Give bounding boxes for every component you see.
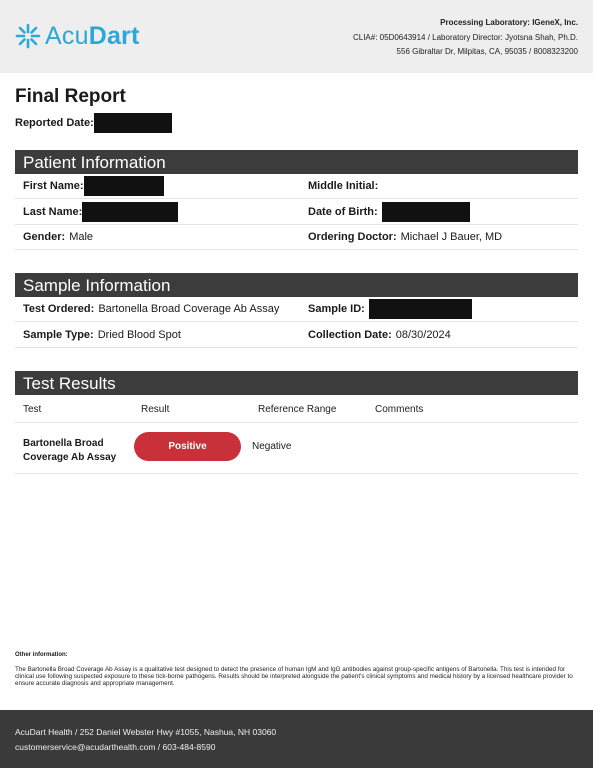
- middle-initial-label: Middle Initial:: [308, 180, 379, 192]
- patient-row-1: [15, 174, 578, 199]
- column-header-reference-range: Reference Range: [258, 404, 337, 415]
- ordering-doctor-label: Ordering Doctor:: [308, 231, 397, 243]
- dob-field: [300, 199, 470, 224]
- redaction-block: [369, 299, 472, 319]
- other-info-title: Other information:: [15, 652, 68, 658]
- dob-label: Date of Birth:: [308, 205, 378, 218]
- test-ordered-label: Test Ordered:: [23, 303, 95, 315]
- collection-date-label: Collection Date:: [308, 328, 392, 341]
- report-title: Final Report: [15, 86, 126, 107]
- patient-row-3: [15, 225, 578, 250]
- ordering-doctor-value: Michael J Bauer, MD: [400, 231, 503, 243]
- sample-id-label: Sample ID:: [308, 303, 365, 315]
- sample-type-field: [15, 322, 181, 347]
- sample-type-value: Dried Blood Spot: [97, 328, 181, 341]
- test-name: Bartonella Broad Coverage Ab Assay: [23, 438, 117, 463]
- acudart-logo: [15, 22, 140, 50]
- sample-type-label: Sample Type:: [23, 328, 94, 341]
- lab-info: [353, 16, 578, 60]
- sample-row-1: [15, 297, 578, 322]
- other-info-body: The Bartonella Broad Coverage Ab Assay is a qualitative test designed to detect the presence of human IgM and IgG antibodies against group-specific antigens of Bartonella. This test is intended for clinical use following suspected exposure to these tick-borne pathogens. Results should be interpreted alongside the patient's clinical symptoms and medical history by a licensed healthcare provider to ensure accurate diagnosis and appropriate management.: [15, 666, 573, 687]
- redaction-block: [382, 202, 470, 222]
- patient-info-header: Patient Information: [15, 150, 578, 174]
- test-ordered-value: Bartonella Broad Coverage Ab Assay: [98, 303, 280, 315]
- gender-value: Male: [69, 231, 94, 243]
- column-header-result: Result: [141, 404, 170, 415]
- patient-row-2: [15, 199, 578, 225]
- column-header-comments: Comments: [375, 404, 424, 415]
- test-ordered-field: [15, 297, 279, 321]
- column-header-test: Test: [23, 404, 42, 415]
- redaction-block: [84, 176, 164, 196]
- lab-address: 556 Gibraltar Dr, Milpitas, CA, 95035 / 8008323200: [396, 47, 578, 56]
- sample-row-2: [15, 322, 578, 348]
- footer-contact: customerservice@acudarthealth.com / 603-484-8590: [15, 742, 216, 752]
- first-name-label: First Name:: [23, 180, 84, 192]
- logo-wordmark: AcuDart: [45, 22, 140, 50]
- lab-name: Processing Laboratory: IGeneX, Inc.: [440, 18, 578, 27]
- redaction-block: [94, 113, 172, 133]
- reported-date: [15, 113, 172, 133]
- reference-range-value: Negative: [252, 441, 292, 452]
- gender-field: [15, 225, 93, 249]
- test-results-header: Test Results: [15, 371, 578, 395]
- reported-date-label: Reported Date:: [15, 117, 94, 129]
- sample-id-field: [300, 297, 472, 321]
- last-name-field: [15, 199, 178, 224]
- report-header: [0, 0, 593, 73]
- clia-line: CLIA#: 05D0643914 / Laboratory Director: Jyotsna Shah, Ph.D.: [352, 32, 578, 42]
- last-name-label: Last Name:: [23, 205, 83, 218]
- collection-date-value: 08/30/2024: [395, 328, 451, 341]
- redaction-block: [82, 202, 178, 222]
- report-footer: [0, 710, 593, 768]
- footer-address: AcuDart Health / 252 Daniel Webster Hwy #1055, Nashua, NH 03060: [15, 727, 277, 737]
- result-positive-badge: Positive: [134, 432, 241, 461]
- gender-label: Gender:: [23, 231, 66, 243]
- collection-date-field: [300, 322, 451, 347]
- ordering-doctor-field: [300, 225, 502, 249]
- middle-initial-field: [300, 174, 382, 198]
- results-column-headers: [15, 395, 578, 423]
- starburst-logo-icon: [15, 23, 41, 49]
- first-name-field: [15, 174, 164, 198]
- sample-info-header: Sample Information: [15, 273, 578, 297]
- table-row: [15, 423, 578, 474]
